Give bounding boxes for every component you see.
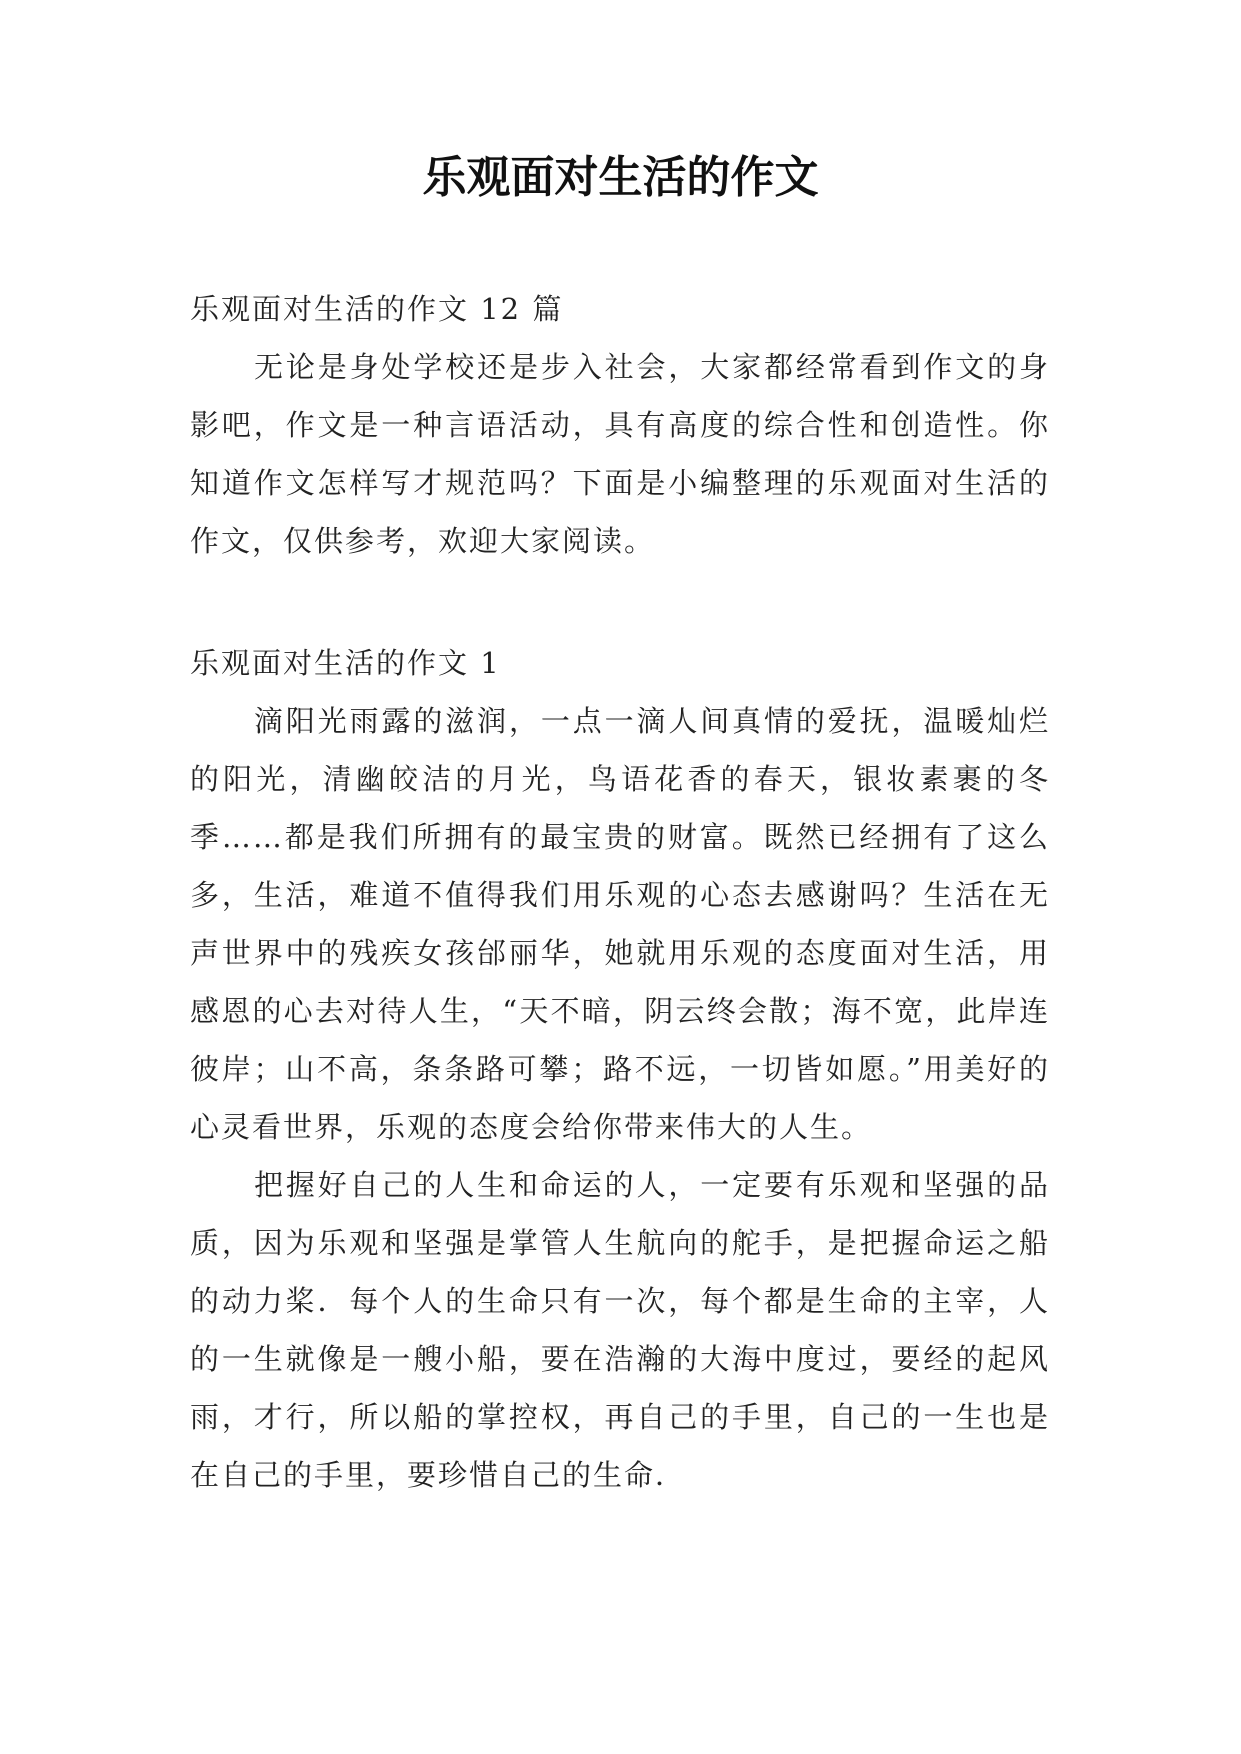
document-subtitle: 乐观面对生活的作文 12 篇 [190, 292, 564, 326]
section-heading: 乐观面对生活的作文 1 [190, 646, 501, 680]
document-body [190, 280, 1050, 1504]
page-title: 乐观面对生活的作文 [422, 152, 819, 203]
body-paragraph-1: 滴阳光雨露的滋润，一点一滴人间真情的爱抚，温暖灿烂的阳光，清幽皎洁的月光，鸟语花香的春天，银妆素裹的冬季……都是我们所拥有的最宝贵的财富。既然已经拥有了这么多，生活，难道不值得我们用乐观的心态去感谢吗？生活在无声世界中的残疾女孩邰丽华，她就用乐观的态度面对生活，用感恩的心去对待人生，“天不暗，阴云终会散；海不宽，此岸连彼岸；山不高，条条路可攀；路不远，一切皆如愿。”用美好的心灵看世界，乐观的态度会给你带来伟大的人生。 [190, 704, 1050, 1144]
section-spacer [190, 570, 1050, 634]
body-paragraph-2: 把握好自己的人生和命运的人，一定要有乐观和坚强的品质，因为乐观和坚强是掌管人生航向的舵手，是把握命运之船的动力桨．每个人的生命只有一次，每个都是生命的主宰，人的一生就像是一艘小船，要在浩瀚的大海中度过，要经的起风雨，才行，所以船的掌控权，再自己的手里，自己的一生也是在自己的手里，要珍惜自己的生命． [190, 1168, 1050, 1492]
intro-paragraph: 无论是身处学校还是步入社会，大家都经常看到作文的身影吧，作文是一种言语活动，具有高度的综合性和创造性。你知道作文怎样写才规范吗？下面是小编整理的乐观面对生活的作文，仅供参考，欢迎大家阅读。 [190, 350, 1050, 558]
